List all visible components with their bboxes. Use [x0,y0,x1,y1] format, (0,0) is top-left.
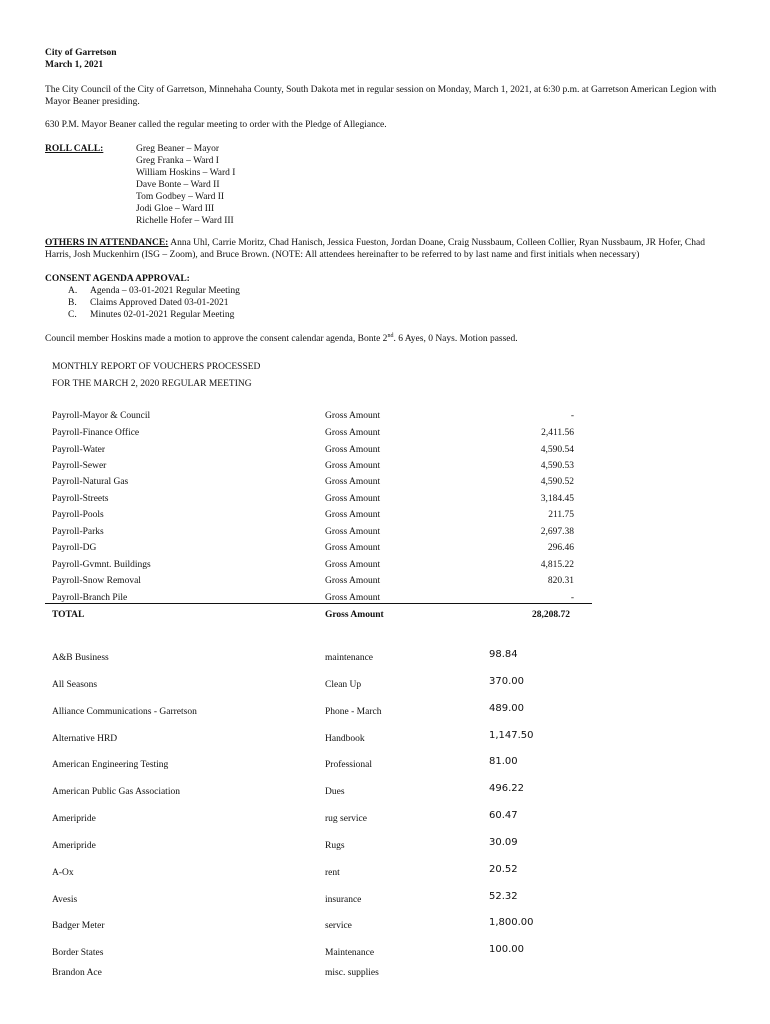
voucher-description: rent [325,868,340,878]
consent-letter: A. [68,286,78,296]
voucher-amount: 98.84 [489,649,518,660]
roll-call-member: Tom Godbey – Ward II [136,192,225,202]
voucher-row [52,810,612,829]
roll-call-member: Richelle Hofer – Ward III [136,216,234,226]
voucher-description: Handbook [325,734,365,744]
attendance-paragraph [45,237,725,261]
voucher-description: Professional [325,760,372,770]
payroll-name: Payroll-Mayor & Council [52,411,151,421]
report-subtitle: FOR THE MARCH 2, 2020 REGULAR MEETING [52,379,252,389]
payroll-type: Gross Amount [325,576,381,586]
voucher-row [52,917,612,936]
total-divider [45,603,592,604]
table-row [52,476,592,492]
voucher-row [52,676,612,695]
voucher-amount: 30.09 [489,837,518,848]
voucher-description: Rugs [325,841,345,851]
voucher-row [52,864,612,883]
total-row [52,609,592,625]
intro-paragraph: The City Council of the City of Garretson, Minnehaha County, South Dakota met in regular session on Monday, March 1, 2021, at 6:30 p.m. at Garretson American Legion with Mayor Beaner presiding. [45,85,717,107]
table-row [52,592,592,608]
payroll-amount: 2,697.38 [540,527,574,537]
attendance-label: OTHERS IN ATTENDANCE: [45,238,169,248]
consent-label: CONSENT AGENDA APPROVAL: [45,274,190,284]
payroll-amount: 4,590.52 [540,477,574,487]
payroll-amount: 4,590.54 [540,445,574,455]
roll-call-list [136,143,235,227]
payroll-name: Payroll-Streets [52,494,109,504]
voucher-row [52,891,612,910]
voucher-amount: 52.32 [489,891,518,902]
table-row [52,526,592,542]
payroll-type: Gross Amount [325,527,381,537]
voucher-description: misc. supplies [325,968,379,978]
voucher-row [52,837,612,856]
payroll-amount: - [570,411,574,421]
consent-letter: B. [68,298,77,308]
payroll-type: Gross Amount [325,445,381,455]
roll-call-member: Dave Bonte – Ward II [136,180,220,190]
table-row [52,460,592,476]
voucher-row [52,756,612,775]
voucher-row [52,783,612,802]
table-row [52,559,592,575]
voucher-vendor: A&B Business [52,653,109,663]
voucher-vendor: Border States [52,948,104,958]
roll-call-label: ROLL CALL: [45,144,104,154]
voucher-vendor: Alternative HRD [52,734,118,744]
voucher-vendor: Badger Meter [52,921,105,931]
voucher-row [52,703,612,722]
attendance-text: Anna Uhl, Carrie Moritz, Chad Hanisch, Jessica Fueston, Jordan Doane, Craig Nussbaum, Colleen Collier, Ryan Nussbaum, JR Hofer, Chad Harris, Josh Muckenhirn (ISG – Zoom), and Bruce Brown. (NOTE: All attendees hereinafter to be referred to by last name and first initials when necessary) [45,238,705,260]
voucher-vendor: Brandon Ace [52,968,102,978]
roll-call-member: William Hoskins – Ward I [136,168,236,178]
voucher-vendor: American Public Gas Association [52,787,180,797]
meeting-date: March 1, 2021 [45,60,104,70]
total-amount: 28,208.72 [532,610,570,620]
payroll-type: Gross Amount [325,411,381,421]
voucher-amount: 81.00 [489,756,518,767]
total-label: TOTAL [52,610,85,620]
voucher-amount: 100.00 [489,944,524,955]
payroll-name: Payroll-DG [52,543,97,553]
motion-paragraph [45,333,518,345]
voucher-vendor: American Engineering Testing [52,760,169,770]
voucher-amount: 60.47 [489,810,518,821]
payroll-name: Payroll-Snow Removal [52,576,141,586]
voucher-row [52,944,612,963]
voucher-vendor: Ameripride [52,841,96,851]
payroll-name: Payroll-Parks [52,527,104,537]
payroll-name: Payroll-Branch Pile [52,593,128,603]
voucher-vendor: A-Ox [52,868,74,878]
payroll-amount: 211.75 [548,510,574,520]
voucher-description: service [325,921,352,931]
payroll-type: Gross Amount [325,510,381,520]
payroll-amount: 3,184.45 [540,494,574,504]
payroll-amount: 4,815.22 [540,560,574,570]
consent-letter: C. [68,310,77,320]
roll-call-member: Greg Beaner – Mayor [136,144,220,154]
table-row [52,427,592,443]
payroll-name: Payroll-Water [52,445,106,455]
voucher-description: rug service [325,814,367,824]
payroll-name: Payroll-Gvmnt. Buildings [52,560,151,570]
payroll-type: Gross Amount [325,494,381,504]
voucher-description: Clean Up [325,680,362,690]
voucher-description: insurance [325,895,362,905]
payroll-amount: 2,411.56 [541,428,574,438]
table-row [52,575,592,591]
voucher-vendor: Alliance Communications - Garretson [52,707,197,717]
payroll-name: Payroll-Finance Office [52,428,140,438]
payroll-type: Gross Amount [325,428,381,438]
roll-call-member: Greg Franka – Ward I [136,156,219,166]
voucher-description: Phone - March [325,707,382,717]
city-name: City of Garretson [45,48,117,58]
payroll-type: Gross Amount [325,543,381,553]
payroll-amount: - [570,593,574,603]
call-to-order: 630 P.M. Mayor Beaner called the regular meeting to order with the Pledge of Allegiance. [45,120,387,130]
payroll-type: Gross Amount [325,477,381,487]
voucher-amount: 1,800.00 [489,917,534,928]
table-row [52,493,592,509]
table-row [52,509,592,525]
voucher-row [52,730,612,749]
consent-item: Minutes 02-01-2021 Regular Meeting [90,310,235,320]
payroll-type: Gross Amount [325,593,381,603]
total-type: Gross Amount [325,610,384,620]
motion-text: Council member Hoskins made a motion to approve the consent calendar agenda, Bonte 2 [45,334,388,344]
payroll-amount: 820.31 [547,576,574,586]
voucher-amount: 1,147.50 [489,730,534,741]
payroll-amount: 296.46 [547,543,574,553]
consent-item: Claims Approved Dated 03-01-2021 [90,298,229,308]
report-title: MONTHLY REPORT OF VOUCHERS PROCESSED [52,362,261,372]
table-row [52,410,592,426]
table-row [52,542,592,558]
payroll-type: Gross Amount [325,560,381,570]
motion-superscript: nd [387,332,394,339]
table-row [52,444,592,460]
voucher-vendor: All Seasons [52,680,98,690]
motion-result: . 6 Ayes, 0 Nays. Motion passed. [393,334,518,344]
voucher-description: Maintenance [325,948,375,958]
payroll-name: Payroll-Pools [52,510,104,520]
voucher-row [52,649,612,668]
payroll-amount: 4,590.53 [540,461,574,471]
payroll-name: Payroll-Sewer [52,461,107,471]
payroll-name: Payroll-Natural Gas [52,477,129,487]
voucher-amount: 496.22 [489,783,524,794]
voucher-row [52,967,612,983]
roll-call-member: Jodi Gloe – Ward III [136,204,215,214]
voucher-description: maintenance [325,653,374,663]
voucher-description: Dues [325,787,345,797]
voucher-vendor: Ameripride [52,814,96,824]
voucher-amount: 370.00 [489,676,524,687]
voucher-amount: 489.00 [489,703,524,714]
voucher-amount: 20.52 [489,864,518,875]
voucher-vendor: Avesis [52,895,78,905]
consent-item: Agenda – 03-01-2021 Regular Meeting [90,286,240,296]
payroll-type: Gross Amount [325,461,381,471]
